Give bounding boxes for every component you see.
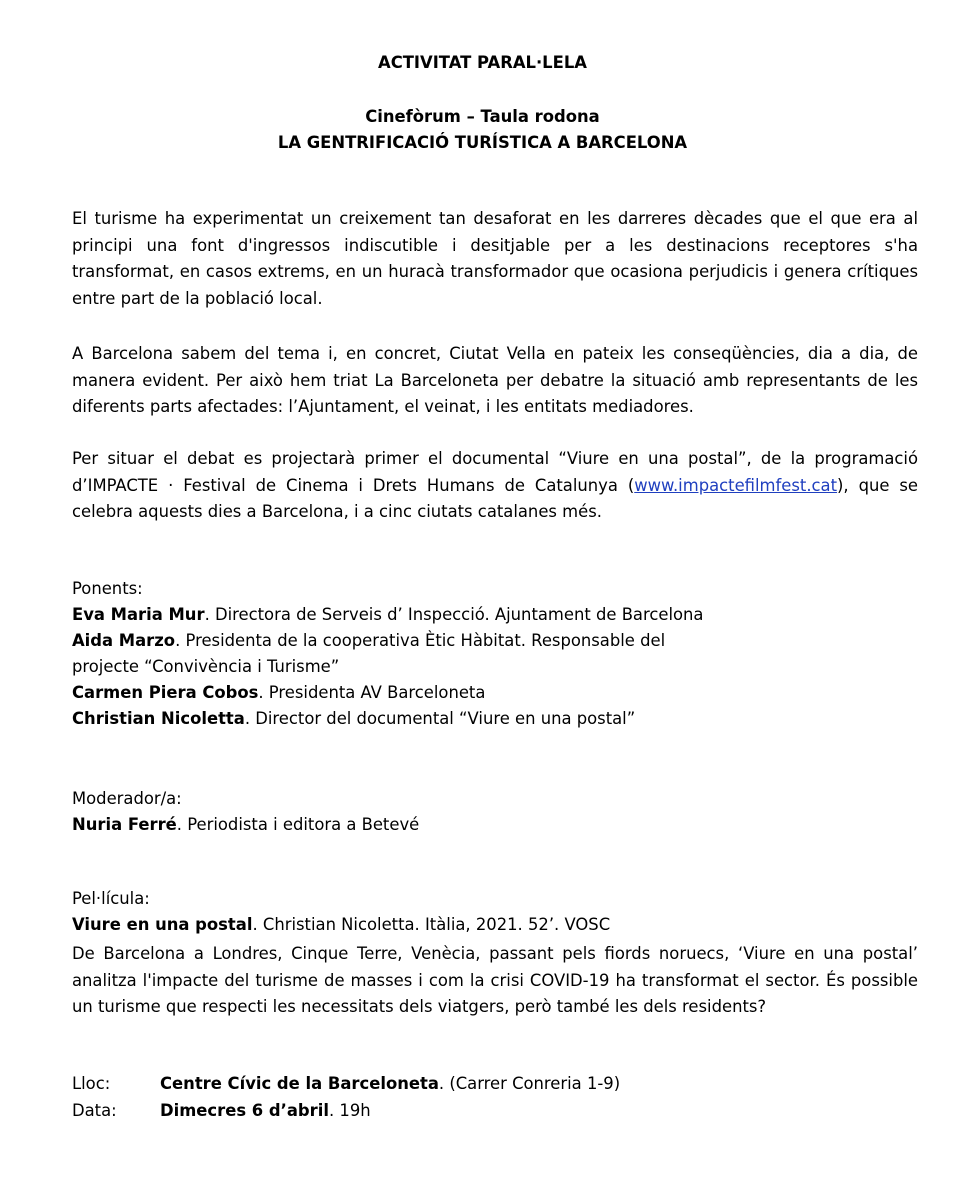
moderator-label: Moderador/a: <box>72 789 182 808</box>
film-synopsis: De Barcelona a Londres, Cinque Terre, Venècia, passant pels fiords noruecs, ‘Viure en una postal’ analitza l'impacte del turisme de masses i com la crisi COVID-19 ha transformat el sector. És possible un turisme que respecti les necessitats dels viatgers, però també les dels residents? <box>72 944 918 1016</box>
film-label: Pel·lícula: <box>72 889 150 908</box>
time-value: . 19h <box>328 1101 371 1120</box>
film-info: . Christian Nicoletta. Itàlia, 2021. 52’. VOSC <box>252 915 611 934</box>
moderator-item <box>72 812 932 838</box>
moderator-description: . Periodista i editora a Betevé <box>176 815 420 834</box>
intro-paragraph-3-text-end: ), que se celebra aquests dies a Barcelona, i a cinc ciutats catalanes més. <box>72 475 918 521</box>
speaker-description: . Directora de Serveis d’ Inspecció. Ajuntament de Barcelona <box>204 605 704 624</box>
film-section <box>72 886 932 938</box>
festival-website-link[interactable]: www.impactefilmfest.cat <box>634 475 838 495</box>
venue-row <box>72 1074 620 1093</box>
speaker-description: . Presidenta de la cooperativa Ètic Hàbitat. Responsable del <box>175 631 666 650</box>
event-title: LA GENTRIFICACIÓ TURÍSTICA A BARCELONA <box>277 133 688 152</box>
venue-name: Centre Cívic de la Barceloneta <box>160 1074 439 1093</box>
speaker-item <box>72 628 932 654</box>
speaker-item <box>72 602 932 628</box>
speaker-description: . Director del documental “Viure en una postal” <box>244 709 636 728</box>
date-value: Dimecres 6 d’abril <box>160 1101 329 1120</box>
venue-address: . (Carrer Conreria 1-9) <box>438 1074 621 1093</box>
moderator-name: Nuria Ferré <box>72 815 177 834</box>
intro-paragraph-1: El turisme ha experimentat un creixement tan desaforat en les darreres dècades que el que era al principi una font d'ingressos indiscutible i desitjable per a les destinacions receptores s'ha transformat, en casos extrems, en un huracà transformador que ocasiona perjudicis i genera crítiques entre part de la població local. <box>72 209 918 308</box>
intro-paragraph-3-text: Per situar el debat es projectarà primer el documental “Viure en una postal”, de la programació d’IMPACTE · Festival de Cinema i Drets Humans de Catalunya ( <box>72 449 918 495</box>
speaker-name: Eva Maria Mur <box>72 605 205 624</box>
speakers-label: Ponents: <box>72 579 143 598</box>
moderator-section <box>72 786 932 838</box>
event-subtitle: Cinefòrum – Taula rodona <box>365 107 600 126</box>
film-item <box>72 912 932 938</box>
speakers-section <box>72 576 932 732</box>
speaker-item <box>72 680 932 706</box>
date-row <box>72 1101 371 1120</box>
intro-paragraph-2: A Barcelona sabem del tema i, en concret, Ciutat Vella en pateix les conseqüències, dia a dia, de manera evident. Per això hem triat La Barceloneta per debatre la situació amb representants de les diferents parts afectades: l’Ajuntament, el veinat, i les entitats mediadores. <box>72 344 918 416</box>
date-label: Data: <box>72 1101 117 1120</box>
speaker-name: Christian Nicoletta <box>72 709 245 728</box>
film-title: Viure en una postal <box>72 915 253 934</box>
section-title: ACTIVITAT PARAL·LELA <box>378 53 587 72</box>
venue-label: Lloc: <box>72 1074 111 1093</box>
speaker-item <box>72 706 932 732</box>
speaker-name: Carmen Piera Cobos <box>72 683 259 702</box>
speaker-description-continued: projecte “Convivència i Turisme” <box>72 657 340 676</box>
speaker-name: Aida Marzo <box>72 631 176 650</box>
intro-paragraph-3 <box>72 446 918 526</box>
speaker-description: . Presidenta AV Barceloneta <box>258 683 486 702</box>
